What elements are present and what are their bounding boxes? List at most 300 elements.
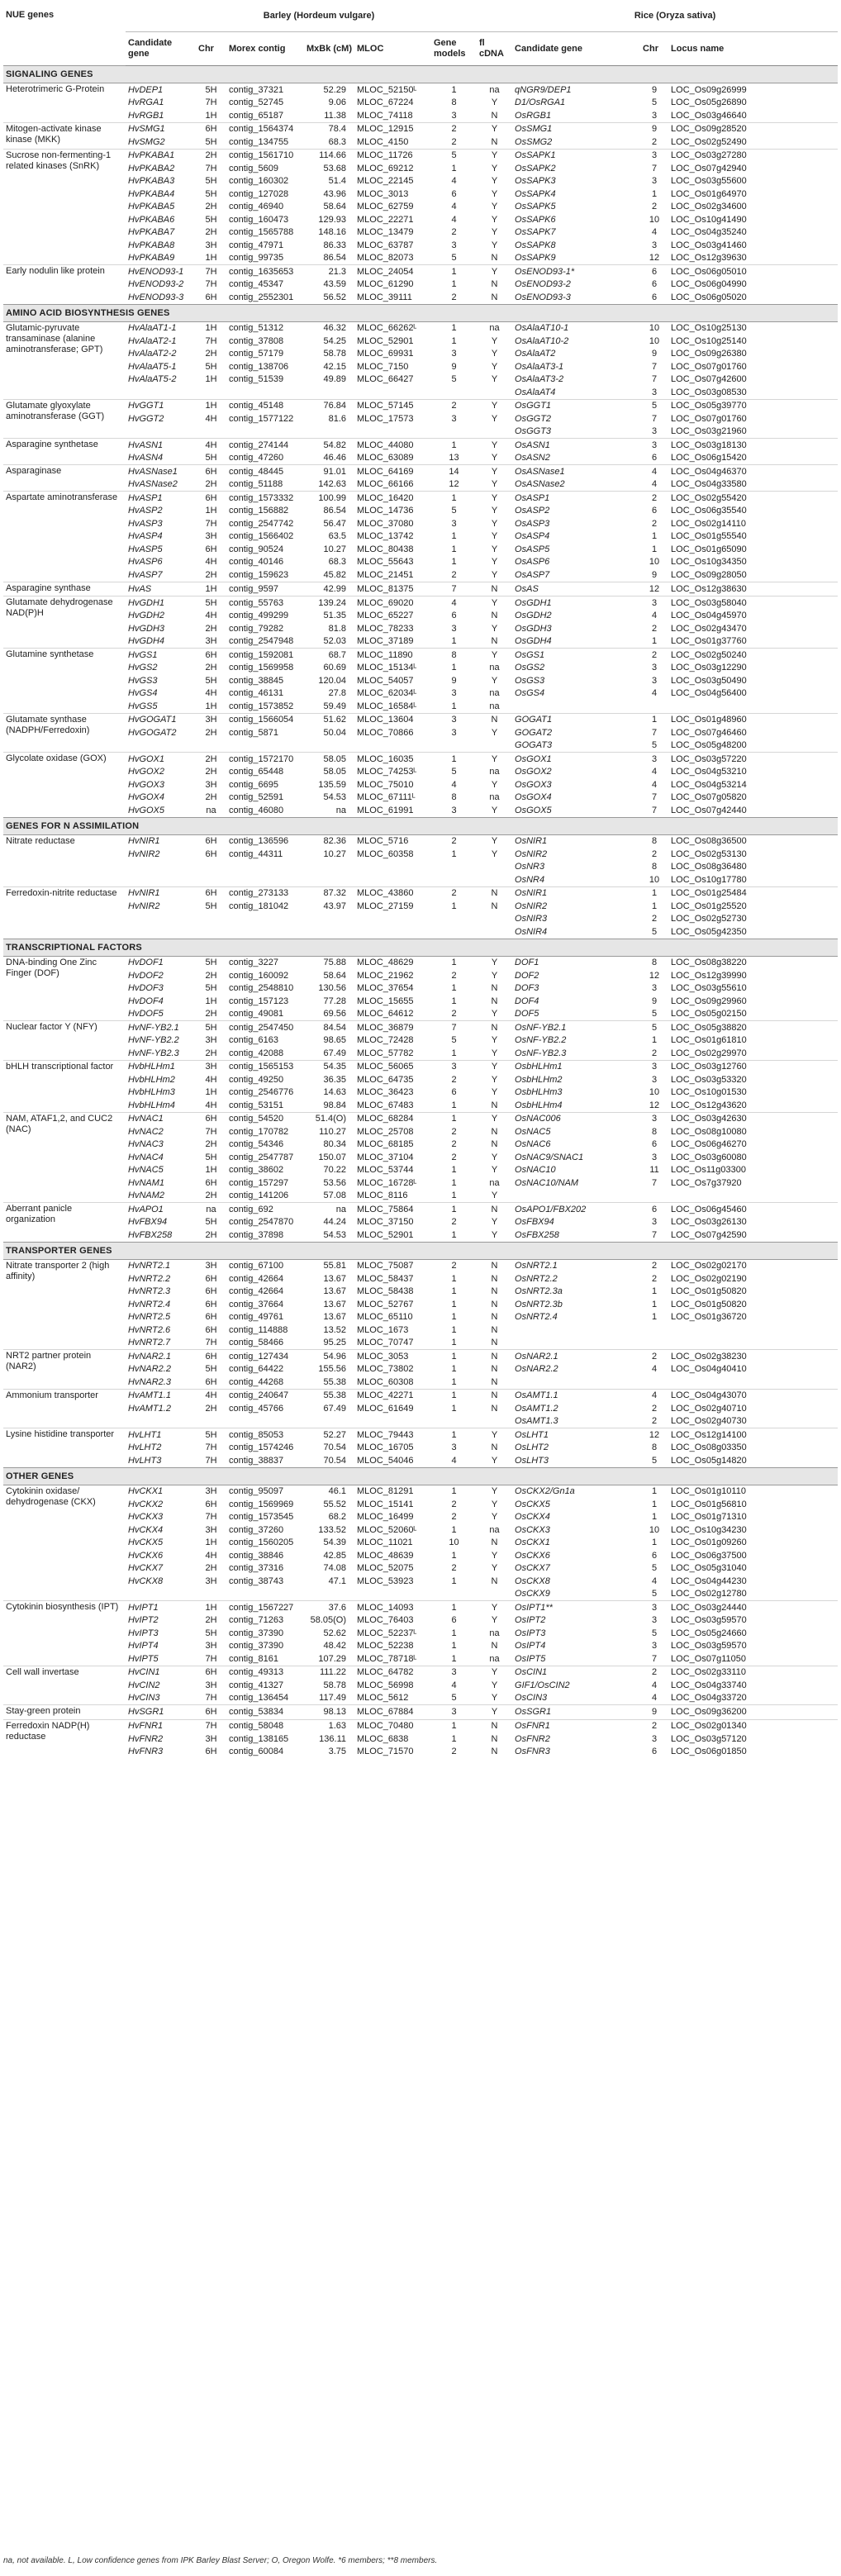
barley-gene-cell: HvAlaAT5-1 <box>128 361 177 372</box>
morex-contig-cell: contig_40146 <box>229 557 284 568</box>
table-row <box>3 1008 838 1021</box>
gene-models-cell: 1 <box>451 1364 457 1375</box>
barley-chr-cell: 7H <box>196 1719 226 1732</box>
fl-cdna-cell: Y <box>491 413 498 424</box>
table-row <box>3 778 838 791</box>
mloc-cell: MLOC_44080 <box>354 439 431 452</box>
rice-chr-cell: 10 <box>649 1087 660 1098</box>
barley-chr-cell: 6H <box>196 1666 226 1679</box>
fl-cdna-cell: N <box>491 1299 498 1309</box>
rice-chr-cell: 5 <box>651 740 658 751</box>
nue-category-cell: Mitogen-activate kinase kinase (MKK) <box>3 122 126 149</box>
mloc-cell: MLOC_36423 <box>357 1087 414 1098</box>
morex-contig-cell: contig_51539 <box>229 374 284 385</box>
locus-name-cell: LOC_Os01g48960 <box>668 713 838 726</box>
fl-cdna-cell: Y <box>491 518 498 529</box>
rice-chr-cell: 9 <box>640 1705 668 1720</box>
barley-gene-cell: HvPKABA1 <box>126 149 196 162</box>
barley-gene-cell <box>126 861 196 874</box>
rice-chr-cell: 2 <box>651 136 658 147</box>
barley-chr-cell: 3H <box>205 1524 217 1535</box>
morex-contig-cell: contig_2547742 <box>229 518 294 529</box>
barley-gene-cell <box>126 386 196 399</box>
barley-gene-cell <box>126 925 196 939</box>
barley-chr-cell: 5H <box>196 596 226 610</box>
barley-gene-cell: HvASNase1 <box>126 465 196 478</box>
fl-cdna-cell: N <box>491 1576 498 1586</box>
rice-chr-cell: 3 <box>640 439 668 452</box>
barley-chr-cell: 5H <box>196 1021 226 1034</box>
barley-chr-cell: 7H <box>205 163 217 173</box>
gene-models-cell: 2 <box>431 399 477 412</box>
barley-chr-cell: 5H <box>205 188 217 199</box>
mloc-cell: MLOC_70747 <box>357 1338 414 1348</box>
locus-name-cell: LOC_Os03g53320 <box>671 1074 747 1085</box>
gene-models-cell: 1 <box>451 544 457 554</box>
barley-gene-cell <box>126 739 196 753</box>
mxbk-cm-cell: 14.63 <box>323 1087 346 1098</box>
fl-cdna-cell: N <box>491 253 498 264</box>
mxbk-cm-cell: 54.35 <box>304 1060 354 1073</box>
rice-gene-cell: DOF4 <box>515 996 539 1006</box>
table-row <box>3 873 838 886</box>
rice-chr-cell: 4 <box>640 1389 668 1402</box>
rice-chr-cell: 6 <box>651 453 658 463</box>
morex-contig-cell: contig_65448 <box>229 767 284 777</box>
gene-models-cell: 1 <box>431 1112 477 1125</box>
rice-chr-cell: 1 <box>651 901 658 911</box>
mxbk-cm-cell <box>304 386 354 399</box>
gene-models-cell: 1 <box>451 983 457 994</box>
table-row <box>3 1601 838 1614</box>
mxbk-cm-cell: 68.2 <box>328 1512 346 1523</box>
gene-models-cell: 1 <box>451 1486 457 1497</box>
rice-chr-cell: 7 <box>651 792 658 803</box>
rice-gene-cell: OsAlaAT10-2 <box>515 335 569 346</box>
morex-contig-cell: contig_1569958 <box>229 663 294 673</box>
morex-contig-cell: contig_499299 <box>229 611 289 621</box>
locus-name-cell: LOC_Os01g37760 <box>671 636 747 647</box>
table-row <box>3 201 838 214</box>
barley-gene-cell: HvNF-YB2.2 <box>128 1035 179 1046</box>
table-row <box>3 252 838 265</box>
table-row <box>3 556 838 569</box>
rice-gene-cell: OsLHT3 <box>515 1455 549 1466</box>
morex-contig-cell: contig_1567227 <box>226 1601 304 1614</box>
gene-models-cell <box>431 1588 477 1601</box>
table-row <box>3 1376 838 1389</box>
mloc-cell: MLOC_67884 <box>354 1705 431 1720</box>
locus-name-cell: LOC_Os09g26999 <box>671 84 747 95</box>
rice-gene-cell: OsNIR3 <box>515 914 548 924</box>
mxbk-cm-cell: 58.05 <box>323 767 346 777</box>
mxbk-cm-cell: 155.56 <box>318 1364 346 1375</box>
rice-chr-cell: 12 <box>649 970 660 981</box>
nue-category-cell: Cytokinin biosynthesis (IPT) <box>3 1601 126 1666</box>
table-row <box>3 1216 838 1229</box>
mxbk-cm-cell: 54.39 <box>323 1538 346 1548</box>
locus-name-cell: LOC_Os09g28520 <box>668 122 838 135</box>
rice-chr-cell: 7 <box>651 805 658 815</box>
locus-name-cell: LOC_Os10g41490 <box>671 214 747 225</box>
rice-gene-cell: OsFNR1 <box>512 1719 640 1732</box>
mloc-cell: MLOC_69020 <box>354 596 431 610</box>
barley-gene-cell: HvRGA1 <box>128 97 164 108</box>
table-row <box>3 1614 838 1628</box>
mloc-cell: MLOC_53744 <box>357 1165 414 1176</box>
gene-models-cell: 1 <box>451 1641 457 1652</box>
rice-chr-cell: 2 <box>651 623 658 634</box>
fl-cdna-cell: na <box>489 792 500 803</box>
rice-gene-cell <box>512 1190 640 1203</box>
rice-chr-cell: 1 <box>651 1312 658 1323</box>
morex-contig-cell: contig_1573545 <box>229 1512 294 1523</box>
fl-cdna-cell: N <box>477 1350 512 1363</box>
barley-chr-cell: 7H <box>205 1653 217 1664</box>
barley-chr-cell: 5H <box>205 901 217 911</box>
morex-contig-cell: contig_65187 <box>229 110 284 121</box>
morex-contig-cell: contig_2547948 <box>229 636 294 647</box>
locus-name-cell: LOC_Os05g42350 <box>671 926 747 937</box>
mloc-cell: MLOC_8116 <box>357 1191 408 1201</box>
fl-cdna-cell: N <box>491 1338 498 1348</box>
barley-chr-cell: 4H <box>205 1074 217 1085</box>
mxbk-cm-cell: na <box>335 805 346 815</box>
mxbk-cm-cell: 69.56 <box>323 1009 346 1019</box>
gene-models-cell: 6 <box>451 1615 457 1626</box>
fl-cdna-cell: Y <box>477 122 512 135</box>
mloc-cell: MLOC_13604 <box>354 713 431 726</box>
mxbk-cm-cell: 46.1 <box>328 1486 346 1497</box>
gene-models-cell: 1 <box>451 1576 457 1586</box>
rice-chr-cell: 4 <box>651 227 658 238</box>
mxbk-cm-cell: 87.32 <box>304 886 354 900</box>
table-row <box>3 1746 838 1759</box>
barley-chr-cell: 5H <box>205 1628 217 1638</box>
barley-gene-cell: HvGS3 <box>128 675 158 686</box>
morex-contig-cell: contig_6695 <box>229 779 278 790</box>
barley-gene-cell: HvSMG2 <box>128 136 165 147</box>
locus-name-cell: LOC_Os03g46640 <box>671 110 747 121</box>
rice-gene-cell: OsSAPK2 <box>515 163 556 173</box>
fl-cdna-cell: N <box>491 1261 498 1271</box>
barley-chr-cell: 2H <box>205 1229 217 1240</box>
rice-chr-cell <box>640 1324 668 1337</box>
table-row <box>3 175 838 188</box>
fl-cdna-cell: Y <box>491 1087 498 1098</box>
morex-contig-cell: contig_2547870 <box>229 1217 294 1228</box>
barley-chr-cell: 2H <box>205 1139 217 1150</box>
gene-models-cell: 2 <box>451 1009 457 1019</box>
table-row <box>3 596 838 610</box>
morex-contig-cell: contig_38743 <box>229 1576 284 1586</box>
rice-chr-cell: 4 <box>651 688 658 699</box>
table-row <box>3 505 838 518</box>
locus-name-cell: LOC_Os02g34600 <box>671 202 747 212</box>
morex-contig-cell: contig_53151 <box>229 1100 284 1110</box>
mloc-cell: MLOC_15134ᴸ <box>357 663 417 673</box>
morex-contig-cell <box>226 1415 304 1428</box>
rice-gene-cell: OsCKX6 <box>515 1550 550 1561</box>
gene-models-cell: 9 <box>451 361 457 372</box>
mxbk-cm-cell: 43.97 <box>323 901 346 911</box>
gene-models-cell: 1 <box>451 1403 457 1414</box>
morex-contig-cell: contig_46131 <box>229 688 284 699</box>
table-row <box>3 1259 838 1272</box>
morex-contig-cell: contig_45766 <box>229 1403 284 1414</box>
locus-name-cell: LOC_Os04g56400 <box>671 688 747 699</box>
barley-gene-cell <box>126 873 196 886</box>
rice-chr-cell: 10 <box>649 1524 660 1535</box>
fl-cdna-cell: Y <box>491 970 498 981</box>
mloc-cell: MLOC_16035 <box>354 753 431 766</box>
table-row <box>3 739 838 753</box>
barley-gene-cell: HvPKABA9 <box>128 253 175 264</box>
rice-chr-cell: 1 <box>651 531 658 542</box>
locus-name-cell: LOC_Os03g57120 <box>671 1733 747 1744</box>
mloc-cell: MLOC_14093 <box>354 1601 431 1614</box>
mxbk-cm-cell: 42.99 <box>304 582 354 596</box>
mxbk-cm-cell: 70.54 <box>323 1455 346 1466</box>
fl-cdna-cell: Y <box>491 623 498 634</box>
table-row <box>3 925 838 939</box>
table-row <box>3 713 838 726</box>
rice-chr-cell: 7 <box>651 413 658 424</box>
morex-contig-cell: contig_37808 <box>229 335 284 346</box>
gene-models-cell: 3 <box>451 805 457 815</box>
gene-models-cell: 4 <box>451 1680 457 1690</box>
locus-name-cell: LOC_Os12g39990 <box>671 970 747 981</box>
nue-category-cell: NAM, ATAF1,2, and CUC2 (NAC) <box>3 1112 126 1203</box>
col-gene-models: Gene models <box>431 32 477 66</box>
gene-models-cell: 1 <box>451 557 457 568</box>
rice-gene-cell <box>512 1376 640 1389</box>
fl-cdna-cell: N <box>491 1286 498 1297</box>
rice-gene-cell: OsASN1 <box>512 439 640 452</box>
table-row <box>3 1511 838 1524</box>
table-row <box>3 348 838 361</box>
table-row <box>3 834 838 848</box>
table-row <box>3 1286 838 1299</box>
fl-cdna-cell: Y <box>491 727 498 738</box>
fl-cdna-cell: Y <box>491 531 498 542</box>
mloc-cell: MLOC_48629 <box>357 958 414 968</box>
morex-contig-cell: contig_44268 <box>229 1376 284 1387</box>
mloc-cell: MLOC_57782 <box>357 1048 414 1058</box>
rice-gene-cell: OsNIR2 <box>515 901 548 911</box>
locus-name-cell: LOC_Os12g38630 <box>668 582 838 596</box>
table-row <box>3 530 838 544</box>
mloc-cell: MLOC_3013 <box>357 188 409 199</box>
gene-models-cell: 1 <box>451 1299 457 1309</box>
gene-models-cell: 1 <box>451 1229 457 1240</box>
rice-gene-cell: DOF5 <box>515 1009 539 1019</box>
barley-chr-cell: 5H <box>205 453 217 463</box>
barley-chr-cell: 1H <box>205 110 217 121</box>
mloc-cell: MLOC_13479 <box>357 227 414 238</box>
morex-contig-cell: contig_54520 <box>226 1112 304 1125</box>
locus-name-cell: LOC_Os02g52730 <box>671 914 747 924</box>
barley-gene-cell: HvASP5 <box>128 544 163 554</box>
locus-name-cell: LOC_Os09g28050 <box>671 569 747 580</box>
barley-chr-cell <box>196 925 226 939</box>
rice-chr-cell: 7 <box>651 1229 658 1240</box>
mxbk-cm-cell: 55.38 <box>304 1389 354 1402</box>
mloc-cell: MLOC_61290 <box>357 279 414 290</box>
rice-gene-cell: OsNAC006 <box>512 1112 640 1125</box>
table-body <box>3 66 838 1759</box>
gene-models-cell: 3 <box>451 413 457 424</box>
nue-category-cell: Ammonium transporter <box>3 1389 126 1428</box>
gene-models-cell: 1 <box>451 1191 457 1201</box>
rice-header: Rice (Oryza sativa) <box>512 0 838 32</box>
mloc-cell: MLOC_25708 <box>357 1126 414 1137</box>
barley-chr-cell: 1H <box>205 996 217 1006</box>
mxbk-cm-cell: 139.24 <box>304 596 354 610</box>
barley-gene-cell: HvFNR3 <box>128 1747 164 1757</box>
barley-chr-cell: 6H <box>205 1376 217 1387</box>
barley-gene-cell: HvENOD93-2 <box>128 279 184 290</box>
locus-name-cell: LOC_Os03g55600 <box>671 176 747 187</box>
barley-chr-cell: 6H <box>196 1705 226 1720</box>
barley-gene-cell: HvENOD93-1 <box>126 265 196 278</box>
table-row <box>3 1047 838 1060</box>
fl-cdna-cell: Y <box>491 1455 498 1466</box>
nue-category-cell: Aberrant panicle organization <box>3 1203 126 1243</box>
rice-chr-cell: 5 <box>651 926 658 937</box>
fl-cdna-cell: Y <box>477 1705 512 1720</box>
fl-cdna-cell: N <box>491 1312 498 1323</box>
mxbk-cm-cell: 67.49 <box>323 1403 346 1414</box>
morex-contig-cell <box>226 386 304 399</box>
locus-name-cell: LOC_Os06g04990 <box>671 279 747 290</box>
barley-gene-cell: HvPKABA5 <box>128 202 175 212</box>
mxbk-cm-cell: 130.56 <box>318 983 346 994</box>
barley-gene-cell: HvDOF2 <box>128 970 164 981</box>
rice-gene-cell: OsAlaAT3-2 <box>515 374 564 385</box>
gene-models-cell: 1 <box>451 1165 457 1176</box>
gene-models-cell: 2 <box>451 1126 457 1137</box>
fl-cdna-cell: N <box>491 292 498 302</box>
mloc-cell: MLOC_66166 <box>357 479 414 490</box>
rice-chr-cell <box>640 1376 668 1389</box>
fl-cdna-cell: Y <box>491 557 498 568</box>
rice-gene-cell: OsSAPK7 <box>515 227 556 238</box>
barley-gene-cell: HvAlaAT2-1 <box>128 335 177 346</box>
fl-cdna-cell: Y <box>477 492 512 505</box>
locus-name-cell: LOC_Os05g14820 <box>671 1455 747 1466</box>
mxbk-cm-cell: 117.49 <box>319 1693 346 1704</box>
rice-chr-cell: 1 <box>651 1499 658 1509</box>
morex-contig-cell <box>226 739 304 753</box>
mxbk-cm-cell: 9.06 <box>328 97 346 108</box>
section-title: GENES FOR N ASSIMILATION <box>3 817 838 834</box>
rice-chr-cell: 1 <box>640 713 668 726</box>
locus-name-cell: LOC_Os06g37500 <box>671 1550 747 1561</box>
mloc-cell: MLOC_52901 <box>357 335 414 346</box>
barley-gene-cell: HvGDH3 <box>128 623 165 634</box>
fl-cdna-cell: N <box>477 886 512 900</box>
rice-chr-cell <box>640 1337 668 1350</box>
morex-contig-cell: contig_1560205 <box>229 1538 294 1548</box>
morex-contig-cell: contig_136454 <box>229 1693 289 1704</box>
morex-contig-cell: contig_42088 <box>229 1048 284 1058</box>
locus-name-cell: LOC_Os03g59570 <box>671 1641 747 1652</box>
barley-chr-cell <box>196 873 226 886</box>
gene-models-cell: 7 <box>431 582 477 596</box>
rice-chr-cell: 4 <box>651 1576 658 1586</box>
rice-chr-cell: 3 <box>651 240 658 250</box>
rice-gene-cell: OsGOX2 <box>515 767 552 777</box>
rice-gene-cell: OsGGT3 <box>515 426 552 437</box>
rice-chr-cell: 2 <box>651 1403 658 1414</box>
fl-cdna-cell: Y <box>491 1229 498 1240</box>
morex-contig-cell: contig_46940 <box>229 202 284 212</box>
rice-gene-cell: OsGS2 <box>515 663 545 673</box>
rice-chr-cell: 5 <box>651 1563 658 1574</box>
locus-name-cell: LOC_Os03g60080 <box>671 1152 747 1162</box>
gene-models-cell: 4 <box>451 176 457 187</box>
fl-cdna-cell: N <box>491 1324 498 1335</box>
rice-chr-cell: 6 <box>651 279 658 290</box>
gene-models-cell: 6 <box>451 188 457 199</box>
rice-gene-cell: OsCKX8 <box>515 1576 550 1586</box>
mxbk-cm-cell: 10.27 <box>323 848 346 859</box>
gene-models-cell: 1 <box>451 323 457 334</box>
mloc-cell: MLOC_16584ᴸ <box>357 701 417 711</box>
section-title: SIGNALING GENES <box>3 66 838 83</box>
barley-gene-cell: HvDOF1 <box>128 958 164 968</box>
barley-gene-cell: HvASNase2 <box>128 479 178 490</box>
fl-cdna-cell: Y <box>491 335 498 346</box>
rice-gene-cell: OsAlaAT10-1 <box>515 323 569 334</box>
table-row <box>3 1190 838 1203</box>
morex-contig-cell: contig_692 <box>226 1203 304 1216</box>
section-header-row <box>3 304 838 321</box>
mloc-cell: MLOC_74253ᴸ <box>357 767 417 777</box>
table-row <box>3 321 838 335</box>
table-row <box>3 969 838 982</box>
barley-gene-cell: HvIPT3 <box>128 1628 159 1638</box>
rice-gene-cell: OsGGT2 <box>515 413 552 424</box>
locus-name-cell: LOC_Os02g53130 <box>671 848 747 859</box>
barley-chr-cell: 3H <box>205 1733 217 1744</box>
barley-chr-cell: 4H <box>196 1389 226 1402</box>
locus-name-cell: LOC_Os09g36200 <box>668 1705 838 1720</box>
gene-models-cell: 5 <box>451 253 457 264</box>
rice-gene-cell: OsASP1 <box>512 492 640 505</box>
mxbk-cm-cell: 3.75 <box>328 1747 346 1757</box>
table-row <box>3 1705 838 1720</box>
table-row <box>3 1311 838 1324</box>
morex-contig-cell: contig_37260 <box>229 1524 284 1535</box>
mxbk-cm-cell: 84.54 <box>304 1021 354 1034</box>
table-row <box>3 97 838 110</box>
mloc-cell: MLOC_54057 <box>357 675 414 686</box>
barley-gene-cell: HvGOX1 <box>126 753 196 766</box>
locus-name-cell: LOC_Os03g26130 <box>671 1217 747 1228</box>
locus-name-cell: LOC_Os07g01760 <box>671 413 747 424</box>
table-row <box>3 610 838 623</box>
morex-contig-cell: contig_157297 <box>229 1177 289 1188</box>
rice-gene-cell: OsGOX1 <box>512 753 640 766</box>
rice-chr-cell: 7 <box>651 163 658 173</box>
fl-cdna-cell: N <box>491 983 498 994</box>
mloc-cell: MLOC_15141 <box>357 1499 414 1509</box>
table-row <box>3 386 838 399</box>
mxbk-cm-cell: 51.4(O) <box>304 1112 354 1125</box>
gene-models-cell: 2 <box>451 836 457 847</box>
